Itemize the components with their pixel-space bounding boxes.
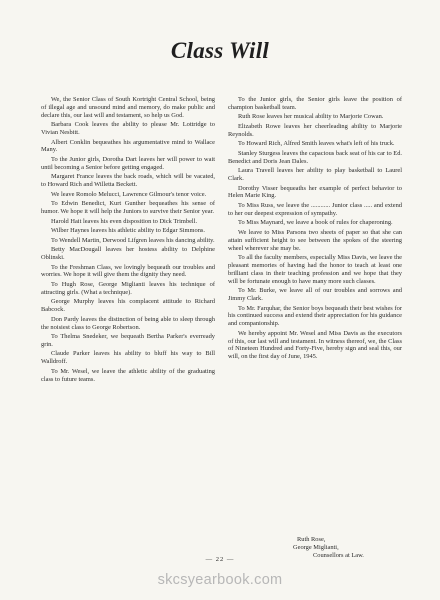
will-paragraph: Claude Parker leaves his ability to bluff his way to Bill Walldroff.	[41, 350, 215, 366]
page-number: — 22 —	[205, 556, 235, 563]
will-paragraph: To Edwin Benedict, Kurt Gunther bequeathes his sense of humor. We hope it will help the Juniors to survive their Senior year.	[41, 200, 215, 216]
will-paragraph: To Mr. Wesel, we leave the athletic ability of the graduating class to future teams.	[41, 367, 215, 383]
will-paragraph: We hereby appoint Mr. Wesel and Miss Davis as the executors of this, our last will and testament. In witness thereof, we, the Class of Nineteen Hundred and Forty-Five, hereby sign and seal this, our will, on the first day of June, 1945.	[228, 329, 402, 361]
left-column	[41, 96, 215, 385]
will-paragraph: Wilber Haynes leaves his athletic ability to Edgar Simmons.	[51, 227, 205, 235]
will-paragraph: Albert Conklin bequeathes his argumentative mind to Wallace Many.	[41, 138, 215, 154]
will-paragraph: We leave Romolo Melucci, Lawrence Gilmour's tenor voice.	[51, 190, 207, 198]
will-paragraph: Laura Travell leaves her ability to play basketball to Laurel Clark.	[228, 167, 402, 183]
watermark-footer: skcsyearbook.com	[157, 572, 283, 588]
signature-line-2: George Miglianti,	[293, 543, 339, 551]
will-paragraph: To Miss Maynard, we leave a book of rules for chaperoning.	[238, 219, 393, 227]
will-paragraph: To the Junior girls, the Senior girls leave the position of champion basketball team.	[228, 96, 402, 111]
page-title: Class Will	[170, 38, 270, 63]
will-paragraph: Don Pardy leaves the distinction of being able to sleep through the noisiest class to George Robertson.	[41, 315, 215, 331]
will-paragraph: We leave to Miss Parsons two sheets of paper so that she can attain sufficient height to see between the spokes of the steering wheel wherever she may be.	[228, 228, 402, 252]
will-paragraph: To all the faculty members, especially Miss Davis, we leave the pleasant memories of having had the honor to teach at least one brilliant class in their teaching profession and we hope that they will be fortunate enough to have many more such classes.	[228, 254, 402, 285]
will-paragraph: To the Junior girls, Dorotha Dart leaves her will power to wait until becoming a Senior before getting engaged.	[41, 155, 215, 171]
will-paragraph: Dorothy Visser bequeaths her example of perfect behavior to Helen Marie King.	[228, 184, 402, 200]
will-paragraph: Margaret France leaves the back roads, which will be vacated, to Howard Rich and Willetta Beckett.	[41, 173, 215, 189]
will-paragraph: Barbara Cook leaves the ability to please Mr. Lottridge to Vivian Nesbitt.	[41, 121, 215, 137]
will-paragraph: George Murphy leaves his complacent attitude to Richard Babcock.	[41, 298, 215, 314]
will-paragraph: To Wendell Martin, Derwood Lifgren leaves his dancing ability.	[51, 236, 215, 244]
will-paragraph: Stanley Sturgess leaves the capacious back seat of his car to Ed. Benedict and Doris Jean Dales.	[228, 149, 402, 165]
will-paragraph: Betty MacDougall leaves her hostess ability to Delphine Oblinski.	[41, 246, 215, 262]
signature-line-1: Ruth Rose,	[297, 536, 326, 543]
will-paragraph: To Mr. Farquhar, the Senior boys bequeath their best wishes for his continued success and extend their appreciation for his guidance and companionship.	[228, 304, 402, 328]
will-paragraph: Harold Hait leaves his even disposition to Dick Trimbell.	[51, 217, 198, 225]
will-paragraph: To the Freshman Class, we lovingly bequeath our troubles and worries. We hope it will give them the dignity they need.	[41, 263, 215, 279]
will-paragraph: Elizabeth Rowe leaves her cheerleading ability to Marjorie Reynolds.	[228, 122, 402, 138]
will-paragraph: To Miss Russ, we leave the ............ Junior class ..... and extend to her our deepest expression of sympathy.	[228, 201, 402, 217]
will-paragraph: To Howard Rich, Alfred Smith leaves what's left of his truck.	[238, 140, 395, 148]
will-paragraph: We, the Senior Class of South Kortright Central School, being of illegal age and unsound mind and memory, do make public and declare this, our last will and testament, so help us God.	[41, 96, 215, 119]
signature-line-3: Counsellors at Law.	[313, 551, 364, 559]
will-paragraph: Ruth Rose leaves her musical ability to Marjorie Cowan.	[238, 113, 384, 121]
will-paragraph: To Mr. Burke, we leave all of our troubles and sorrows and Jimmy Clark.	[228, 287, 402, 302]
right-column	[228, 96, 402, 363]
will-paragraph: To Hugh Rose, George Miglianti leaves his technique of attracting girls. (What a technique).	[41, 280, 215, 296]
will-paragraph: To Thelma Snedeker, we bequeath Bertha Parker's everready grin.	[41, 333, 215, 348]
